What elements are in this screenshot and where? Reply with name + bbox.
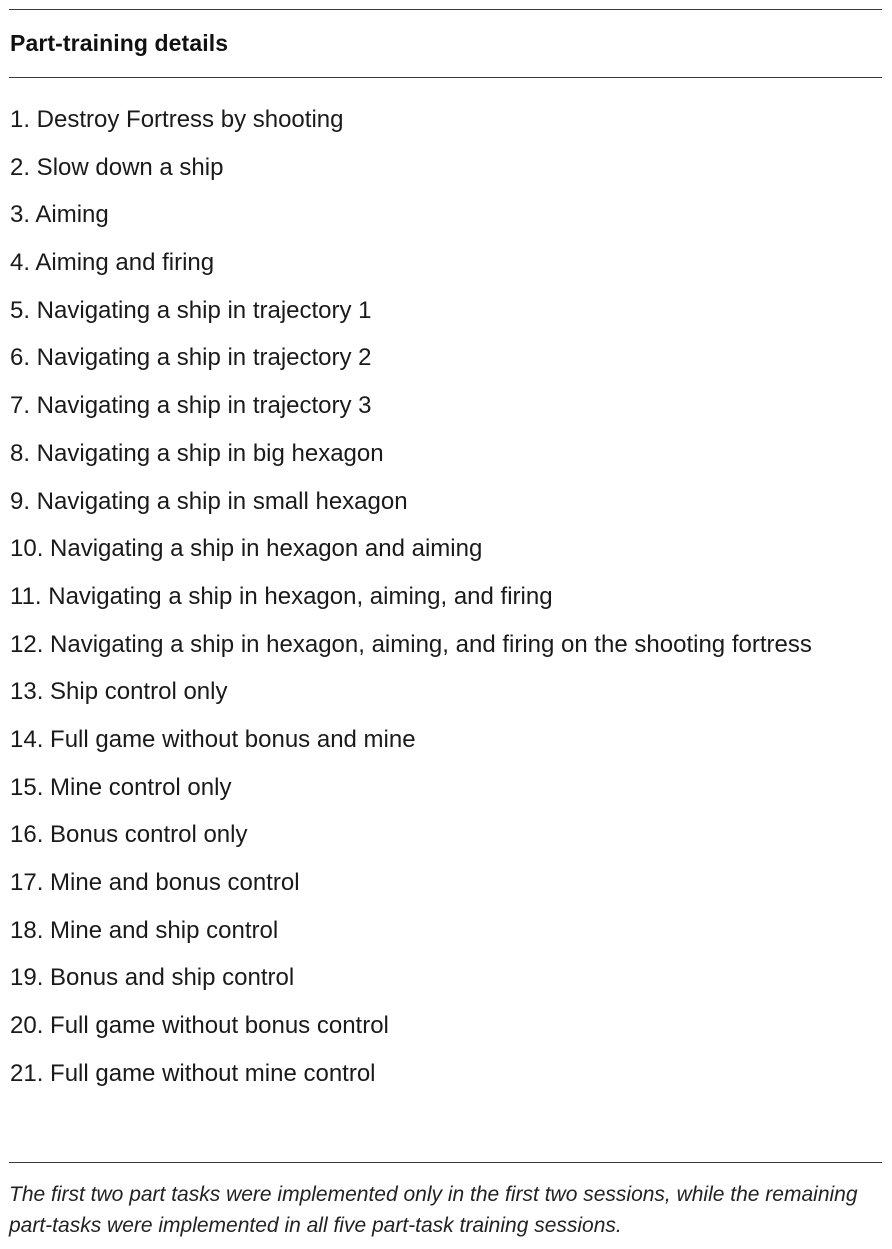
table-row: 20. Full game without bonus control xyxy=(10,1012,389,1040)
table-row: 17. Mine and bonus control xyxy=(10,869,300,897)
table-row: 11. Navigating a ship in hexagon, aiming, and firing xyxy=(10,582,553,610)
table-row: 19. Bonus and ship control xyxy=(10,964,295,992)
table-row: 16. Bonus control only xyxy=(10,821,248,849)
table-row: 4. Aiming and firing xyxy=(10,249,215,277)
table-row: 3. Aiming xyxy=(10,201,109,229)
table-row: 6. Navigating a ship in trajectory 2 xyxy=(10,344,372,372)
table-row: 5. Navigating a ship in trajectory 1 xyxy=(10,296,372,324)
table-row: 13. Ship control only xyxy=(10,678,228,706)
table-footnote: The first two part tasks were implemented only in the first two sessions, while the remaining part-tasks were implemented in all five part-task training sessions. xyxy=(9,1183,858,1237)
table-row: 21. Full game without mine control xyxy=(10,1059,376,1087)
table-row: 1. Destroy Fortress by shooting xyxy=(10,106,344,133)
table-header-rule xyxy=(9,77,882,78)
table-header: Part-training details xyxy=(10,30,229,56)
table-row: 7. Navigating a ship in trajectory 3 xyxy=(10,392,372,420)
table-row: 8. Navigating a ship in big hexagon xyxy=(10,439,384,467)
table-row: 2. Slow down a ship xyxy=(10,153,224,181)
table-bottom-rule xyxy=(9,1162,882,1163)
table-row: 14. Full game without bonus and mine xyxy=(10,725,416,753)
table-row: 12. Navigating a ship in hexagon, aiming, and firing on the shooting fortress xyxy=(10,630,812,658)
table-rows xyxy=(10,96,880,1097)
table-row: 9. Navigating a ship in small hexagon xyxy=(10,487,408,515)
table-row: 15. Mine control only xyxy=(10,773,232,801)
table-row: 10. Navigating a ship in hexagon and aiming xyxy=(10,535,483,563)
table-row: 18. Mine and ship control xyxy=(10,916,279,944)
table-top-rule xyxy=(9,9,882,10)
